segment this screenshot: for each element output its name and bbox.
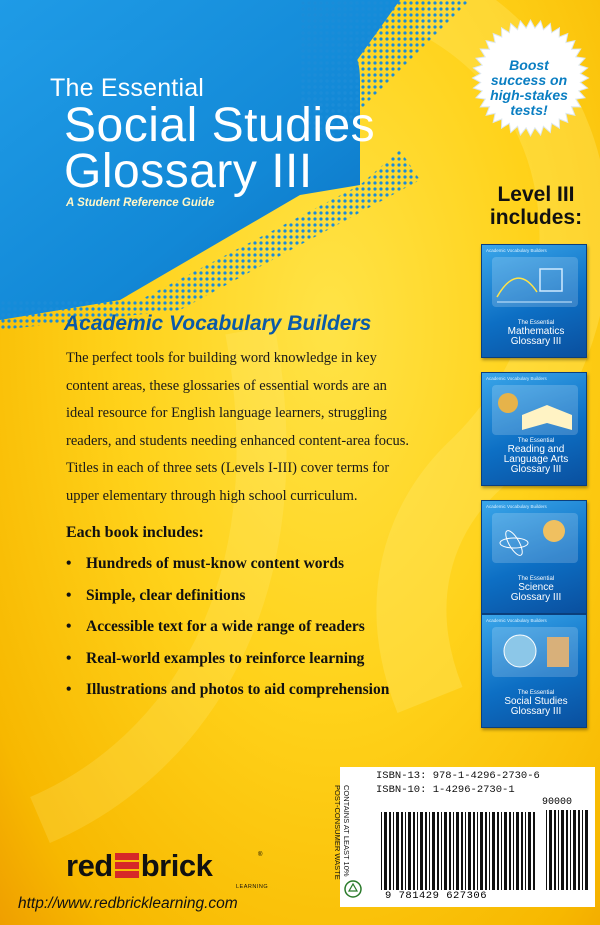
bullet-icon: • [66,555,72,572]
includes-heading: Each book includes: [66,524,204,541]
title-line-1: The Essential [50,74,205,102]
isbn13-text: ISBN-13: 978-1-4296-2730-6 [376,770,540,782]
level-heading: Level III includes: [489,183,583,229]
logo-subtext: LEARNING [236,884,269,890]
price-code: 90000 [542,797,573,808]
section-heading: Academic Vocabulary Builders [64,312,372,335]
feature-list [66,548,389,706]
list-item: • Hundreds of must-know content words [66,548,389,580]
trademark-mark: ® [258,852,263,858]
publisher-url[interactable]: http://www.redbricklearning.com [18,895,238,912]
ean-barcode [380,812,538,890]
bullet-icon: • [66,618,72,635]
title-line-2: Social Studies [64,99,376,152]
publisher-logo: red brick [66,848,213,883]
list-item: • Illustrations and photos to aid comprehension [66,674,389,706]
reading-art-icon [492,385,578,435]
recycle-icon [344,880,362,898]
bullet-icon: • [66,586,72,604]
book-thumb-social-studies: Academic Vocabulary Builders The Essential Social Studies Glossary III [481,614,587,728]
book-title [50,74,375,209]
price-barcode [545,810,591,890]
bullet-icon: • [66,681,72,698]
list-item: • Real-world examples to reinforce learning [66,643,389,675]
ean-digits: 9 781429 627306 [385,890,488,902]
science-art-icon [492,513,578,563]
recycle-notice: CONTAINS AT LEAST 10% POST-CONSUMER WASTE [333,785,351,880]
math-art-icon [492,257,578,307]
brick-icon [115,852,139,880]
list-item: • Simple, clear definitions [66,580,389,612]
book-thumb-math: Academic Vocabulary Builders The Essential Mathematics Glossary III [481,244,587,358]
description-paragraph: The perfect tools for building word knowledge in key content areas, these glossaries of essential words are an ideal resource for English language learners, struggling readers, and students needing enhanced content-area focus. Titles in each of three sets (Levels I-III) cover terms for upper elementary through high school curriculum. [66,350,410,504]
book-thumb-science: Academic Vocabulary Builders The Essential Science Glossary III [481,500,587,614]
title-line-3: Glossary III [64,145,313,198]
title-subtitle: A Student Reference Guide [66,197,215,209]
bullet-icon: • [66,649,72,667]
isbn10-text: ISBN-10: 1-4296-2730-1 [376,784,515,796]
list-item: • Accessible text for a wide range of readers [66,611,389,643]
globe-art-icon [492,627,578,677]
book-thumb-reading: Academic Vocabulary Builders The Essential Reading and Language Arts Glossary III [481,372,587,486]
starburst-text: Boost success on high-stakes tests! [490,57,568,118]
